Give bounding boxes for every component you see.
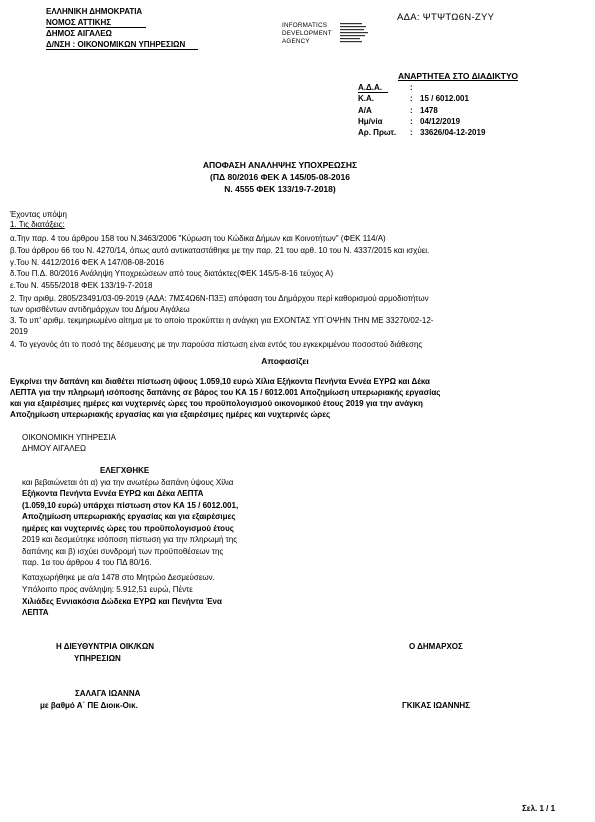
- signature-left-title-2: ΥΠΗΡΕΣΙΩΝ: [74, 654, 121, 663]
- provision-d: δ.Του Π.Δ. 80/2016 Ανάληψη Υποχρεώσεων από τους διατάκτες(ΦΕΚ 145/5-8-16 τεύχος Α): [10, 269, 334, 278]
- logo-text-development: DEVELOPMENT: [282, 30, 332, 37]
- provision-c: γ.Του Ν. 4412/2016 ΦΕΚ Α 147/08-08-2016: [10, 258, 164, 267]
- intro-text: Έχοντας υπόψη: [10, 210, 67, 219]
- signature-left-rank: με βαθμό Α΄ ΠΕ Διοικ-Οικ.: [40, 701, 138, 710]
- decision-line-3: και για εξαιρέσιμες ημέρες και νυχτερινές ώρες του προϋπολογισμού οικονομικού έτους 2019 για την ανάγκη: [10, 399, 423, 408]
- decision-line-4: Αποζημίωση υπερωριακής εργασίας και για εξαιρέσιμες ημέρες και νυχτερινές ώρες: [10, 410, 331, 419]
- meta-row-ada: Α.Δ.Α. :: [358, 83, 413, 92]
- verified-line: Υπόλοιπο προς ανάληψη: 5.912,51 ευρώ, Πέντε: [22, 585, 193, 594]
- section-1-heading: 1. Τις διατάξεις:: [10, 220, 65, 229]
- signature-left-name: ΣΑΛΑΓΑ ΙΩΑΝΝΑ: [75, 689, 141, 698]
- verified-line: ημέρες και νυχτερινές ώρες του προϋπολογισμού έτους: [22, 524, 234, 533]
- title-line-3: Ν. 4555 ΦΕΚ 133/19-7-2018): [224, 184, 336, 194]
- decision-heading: Αποφασίζει: [261, 356, 309, 366]
- signature-right-title: Ο ΔΗΜΑΡΧΟΣ: [409, 642, 463, 651]
- meta-row-protocol: Αρ. Πρωτ. : 33626/04-12-2019: [358, 128, 486, 137]
- verified-line: δαπάνης και β) ισχύει συνδρομή των προϋποθέσεων της: [22, 547, 224, 556]
- verified-line: Αποζημίωση υπερωριακής εργασίας και για εξαιρέσιμες: [22, 512, 236, 521]
- verified-line: παρ. 1α του άρθρου 4 του ΠΔ 80/16.: [22, 558, 152, 567]
- decision-line-1: Εγκρίνει την δαπάνη και διαθέτει πίστωση ύψους 1.059,10 ευρώ Χίλια Εξήκοντα Πενήντα Εννέα ΕΥΡΩ και Δέκα: [10, 377, 430, 386]
- meta-value: 15 / 6012.001: [420, 94, 469, 103]
- provision-b: β.Του άρθρου 66 του Ν. 4270/14, όπως αυτό αντικαταστάθηκε με την παρ. 21 του αρθ. 10 του Ν. 4337/2015 και ισχύει.: [10, 246, 430, 255]
- org-line-directorate: Δ/ΝΣΗ : ΟΙΚΟΝΟΜΙΚΩΝ ΥΠΗΡΕΣΙΩΝ: [46, 40, 186, 49]
- org-underline-1: [46, 27, 146, 28]
- verified-line: και βεβαιώνεται ότι α) για την ανωτέρω δαπάνη ύψους Χίλια: [22, 478, 234, 487]
- verified-line: (1.059,10 ευρώ) υπάρχει πίστωση στον ΚΑ 15 / 6012.001,: [22, 501, 239, 510]
- org-underline-2: [46, 49, 198, 50]
- section-3-line-1: 3. Το υπ' αριθμ. τεκμηριωμένο αίτημα με το οποίο προκύπτει η ανάγκη για ΕΧΟΝΤΑΣ ΥΠ΄ΟΨΗΝ ΤΗΝ ΜΕ 33270/02-12-: [10, 316, 434, 325]
- meta-key: Αρ. Πρωτ.: [358, 128, 397, 137]
- meta-key: Ημ/νία: [358, 117, 383, 126]
- meta-underline: [358, 92, 388, 93]
- section-2-line-2: των ορισθέντων αντιδημάρχων του Δήμου Αιγάλεω: [10, 305, 190, 314]
- meta-row-aa: Α/Α : 1478: [358, 106, 438, 115]
- informatics-development-agency-logo: [282, 22, 372, 48]
- provision-a: α.Την παρ. 4 του άρθρου 158 του Ν.3463/2006 "Κύρωση του Κώδικα Δήμων και Κοινοτήτων" (ΦΕΚ 114/Α): [10, 234, 386, 243]
- meta-key: Κ.Α.: [358, 94, 374, 103]
- signature-left-title-1: Η ΔΙΕΥΘΥΝΤΡΙΑ ΟΙΚ/ΚΩΝ: [56, 642, 155, 651]
- logo-text-agency: AGENCY: [282, 38, 310, 45]
- signature-right-name: ΓΚΙΚΑΣ ΙΩΑΝΝΗΣ: [402, 701, 470, 710]
- section-2-line-1: 2. Την αριθμ. 2805/23491/03-09-2019 (ΑΔΑ: 7ΜΣ4Ω6Ν-Π3Ξ) απόφαση του Δημάρχου περί καθορισμού αρμοδιοτήτων: [10, 294, 429, 303]
- org-line-municipality: ΔΗΜΟΣ ΑΙΓΑΛΕΩ: [46, 29, 112, 38]
- verified-heading: ΕΛΕΓΧΘΗΚΕ: [100, 466, 150, 475]
- logo-text-informatics: INFORMATICS: [282, 22, 328, 29]
- decision-line-2: ΛΕΠΤΑ για την πληρωμή ισόποσης δαπάνης σε βάρος του ΚΑ 15 / 6012.001 Αποζημίωση υπερωριακής εργασίας: [10, 388, 441, 397]
- logo-tagline-glyphs: [340, 22, 372, 48]
- section-3-line-2: 2019: [10, 327, 28, 336]
- meta-key: Α/Α: [358, 106, 372, 115]
- verified-line: Καταχωρήθηκε με α/α 1478 στο Μητρώο Δεσμεύσεων.: [22, 573, 215, 582]
- provision-e: ε.Του Ν. 4555/2018 ΦΕΚ 133/19-7-2018: [10, 281, 153, 290]
- page-number: Σελ. 1 / 1: [522, 804, 556, 813]
- meta-value: 1478: [420, 106, 438, 115]
- verified-line: 2019 και δεσμεύτηκε ισόποση πίστωση για την πληρωμή της: [22, 535, 238, 544]
- service-line-2: ΔΗΜΟΥ ΑΙΓΑΛΕΩ: [22, 444, 86, 453]
- title-line-1: ΑΠΟΦΑΣΗ ΑΝΑΛΗΨΗΣ ΥΠΟΧΡΕΩΣΗΣ: [202, 160, 358, 170]
- meta-row-date: Ημ/νία : 04/12/2019: [358, 117, 461, 126]
- meta-key: Α.Δ.Α.: [358, 83, 382, 92]
- verified-line: Χιλιάδες Εννιακόσια Δώδεκα ΕΥΡΩ και Πενήντα Ένα: [22, 597, 222, 606]
- org-line-state: ΕΛΛΗΝΙΚΗ ΔΗΜΟΚΡΑΤΙΑ: [46, 7, 143, 16]
- meta-value: 04/12/2019: [420, 117, 461, 126]
- service-line-1: ΟΙΚΟΝΟΜΙΚΗ ΥΠΗΡΕΣΙΑ: [22, 433, 116, 442]
- meta-row-ka: Κ.Α. : 15 / 6012.001: [358, 94, 469, 103]
- posted-online-label: ΑΝΑΡΤΗΤΕΑ ΣΤΟ ΔΙΑΔΙΚΤΥΟ: [398, 71, 518, 81]
- verified-line: Εξήκοντα Πενήντα Εννέα ΕΥΡΩ και Δέκα ΛΕΠΤΑ: [22, 489, 204, 498]
- org-line-prefecture: ΝΟΜΟΣ ΑΤΤΙΚΗΣ: [46, 18, 112, 27]
- ada-identifier: ΑΔΑ: ΨΤΨΤΩ6Ν-ΖΥΥ: [397, 12, 495, 23]
- section-4: 4. Το γεγονός ότι το ποσό της δέσμευσης με την παρούσα πίστωση είναι εντός του εγκεκριμένου ποσοστού διάθεσης: [10, 340, 423, 349]
- meta-value: 33626/04-12-2019: [420, 128, 486, 137]
- verified-line: ΛΕΠΤΑ: [22, 608, 49, 617]
- title-line-2: (ΠΔ 80/2016 ΦΕΚ Α 145/05-08-2016: [210, 172, 350, 182]
